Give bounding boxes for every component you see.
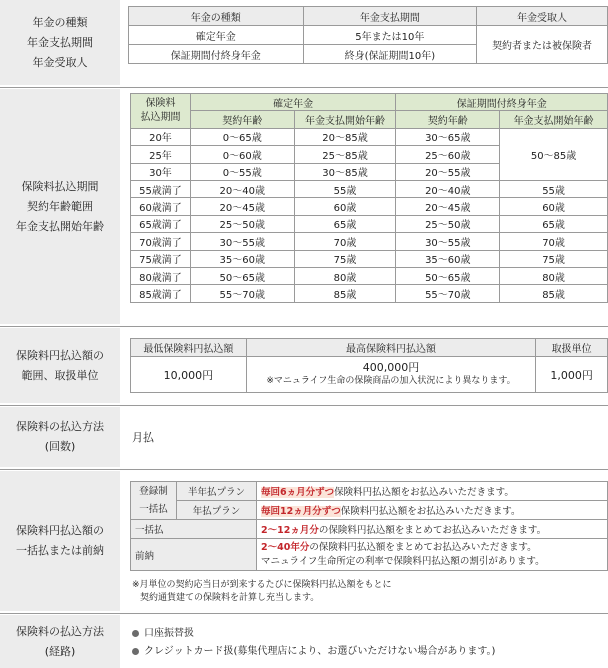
- header-line: (回数): [44, 440, 76, 453]
- cell: 20～45歳: [190, 198, 294, 215]
- lump-desc: [257, 520, 608, 539]
- divider: [0, 326, 608, 327]
- cell: 75歳: [500, 250, 608, 267]
- cell: 確定年金: [129, 26, 304, 45]
- header-line: 年金受取人: [32, 55, 88, 69]
- cell: 30～55歳: [190, 233, 294, 250]
- cell: 65歳満了: [131, 215, 191, 232]
- cell: 20年: [131, 128, 191, 145]
- lump-label: 一括払: [131, 520, 257, 539]
- section-premium-range: [0, 328, 608, 403]
- cell: 85歳: [294, 285, 396, 302]
- group-lifetime: 保証期間付終身年金: [396, 94, 608, 111]
- header-line: 保険料円払込額の: [16, 524, 104, 537]
- premium-range-table: [130, 338, 608, 393]
- sub-age: 契約年齢: [190, 111, 294, 128]
- label-line: 一括払: [139, 503, 168, 515]
- cell: 20～55歳: [396, 163, 500, 180]
- label-line: 登録制: [139, 485, 168, 497]
- route-text: 口座振替扱: [144, 628, 194, 639]
- cell: 20～40歳: [190, 180, 294, 197]
- cell: 60歳: [294, 198, 396, 215]
- half-label: 半年払プラン: [177, 482, 257, 501]
- cell: 30～55歳: [396, 233, 500, 250]
- section-header: [0, 89, 120, 324]
- cell: 55歳満了: [131, 180, 191, 197]
- section-period-age: [0, 89, 608, 324]
- cell: 25～60歳: [396, 146, 500, 163]
- pre-red: 2～40年分: [261, 541, 310, 553]
- cell: 60歳満了: [131, 198, 191, 215]
- cell: 25～85歳: [294, 146, 396, 163]
- divider: [0, 613, 608, 614]
- cell: 25～50歳: [396, 215, 500, 232]
- section-header: [0, 328, 120, 403]
- header-line: 年金支払期間: [27, 35, 93, 49]
- section-annuity-type: [0, 0, 608, 85]
- period-age-table: [130, 93, 608, 303]
- cell: 終身(保証期間10年): [303, 45, 477, 64]
- lump-note: [132, 579, 392, 605]
- year-desc: [257, 501, 608, 520]
- frequency-value: 月払: [132, 431, 154, 444]
- note-line: 契約通貨建ての保険料を計算し充当します。: [140, 593, 320, 603]
- cell: 0～65歳: [190, 128, 294, 145]
- header-line: 保険料円払込額の: [16, 348, 104, 362]
- lump-text: の保険料円払込額をまとめてお払込みいただきます。: [318, 525, 547, 536]
- group-fixed: 確定年金: [190, 94, 396, 111]
- header-line: 保険料: [145, 97, 176, 109]
- pre-label: 前納: [131, 539, 257, 571]
- cell: 85歳: [500, 285, 608, 302]
- half-text: 保険料円払込額をお払込みいただきます。: [334, 487, 514, 498]
- cell: 65歳: [294, 215, 396, 232]
- cell: 65歳: [500, 215, 608, 232]
- sub-age: 契約年齢: [396, 111, 500, 128]
- year-red: 毎回12ヵ月分ずつ: [261, 506, 341, 517]
- header-line: 保険料の払込方法: [16, 420, 104, 433]
- unit-label: 取扱単位: [536, 339, 608, 357]
- half-desc: [257, 482, 608, 501]
- reg-label: [131, 482, 177, 520]
- cell: 30年: [131, 163, 191, 180]
- col-header: 年金受取人: [477, 7, 608, 26]
- cell: 0～60歳: [190, 146, 294, 163]
- year-text: 保険料円払込額をお払込みいただきます。: [340, 506, 521, 517]
- section-header: [0, 471, 120, 611]
- half-red: 毎回6ヵ月分ずつ: [261, 487, 335, 498]
- receiver-cell: 契約者または被保険者: [477, 26, 608, 64]
- cell: 30～65歳: [396, 128, 500, 145]
- cell: 80歳満了: [131, 267, 191, 284]
- bullet-icon: [132, 630, 139, 637]
- cell: 5年または10年: [303, 26, 477, 45]
- header-line: 払込期間: [140, 111, 181, 123]
- section-payment-route: [0, 615, 608, 668]
- sub-start: 年金支払開始年齢: [500, 111, 608, 128]
- cell: 50～85歳: [500, 128, 608, 180]
- cell: 60歳: [500, 198, 608, 215]
- cell: 50～65歳: [396, 267, 500, 284]
- max-cell: [246, 357, 536, 393]
- col-header: 年金支払期間: [303, 7, 477, 26]
- min-value: 10,000円: [131, 357, 247, 393]
- cell: 35～60歳: [190, 250, 294, 267]
- lump-sum-table: [130, 481, 608, 571]
- cell: 0～55歳: [190, 163, 294, 180]
- cell: 20～40歳: [396, 180, 500, 197]
- cell: 80歳: [294, 267, 396, 284]
- pre-text: の保険料円払込額をまとめてお払込みいただきます。: [309, 541, 537, 553]
- section-header: [0, 615, 120, 668]
- cell: 70歳: [500, 233, 608, 250]
- cell: 20～45歳: [396, 198, 500, 215]
- route-text: クレジットカード扱(募集代理店により、お選びいただけない場合があります。): [144, 646, 496, 657]
- cell: 70歳満了: [131, 233, 191, 250]
- cell: 25～50歳: [190, 215, 294, 232]
- period-header: [131, 94, 191, 129]
- pre-text2: マニュライフ生命所定の利率で保険料円払込額の割引があります。: [261, 555, 545, 567]
- note-line: ※月単位の契約応当日が到来するたびに保険料円払込額をもとに: [132, 580, 392, 590]
- divider: [0, 87, 608, 88]
- min-label: 最低保険料円払込額: [131, 339, 247, 357]
- header-line: 契約年齢範囲: [27, 199, 93, 213]
- cell: 55～70歳: [396, 285, 500, 302]
- bullet-icon: [132, 648, 139, 655]
- cell: 85歳満了: [131, 285, 191, 302]
- year-label: 年払プラン: [177, 501, 257, 520]
- cell: 80歳: [500, 267, 608, 284]
- unit-value: 1,000円: [536, 357, 608, 393]
- cell: 75歳満了: [131, 250, 191, 267]
- sub-start: 年金支払開始年齢: [294, 111, 396, 128]
- max-label: 最高保険料円払込額: [246, 339, 536, 357]
- cell: 50～65歳: [190, 267, 294, 284]
- cell: 35～60歳: [396, 250, 500, 267]
- cell: 20～85歳: [294, 128, 396, 145]
- cell: 25年: [131, 146, 191, 163]
- section-header: [0, 0, 120, 85]
- header-line: 範囲、取扱単位: [21, 368, 99, 382]
- max-value: 400,000円: [362, 361, 420, 374]
- divider: [0, 405, 608, 406]
- pre-desc: [257, 539, 608, 571]
- header-line: 年金の種類: [32, 15, 88, 29]
- section-lump-sum: [0, 471, 608, 611]
- header-line: (経路): [44, 644, 76, 658]
- divider: [0, 469, 608, 470]
- col-header: 年金の種類: [129, 7, 304, 26]
- section-header: [0, 407, 120, 467]
- cell: 55歳: [294, 180, 396, 197]
- max-note: ※マニュライフ生命の保険商品の加入状況により異なります。: [266, 376, 516, 386]
- cell: 70歳: [294, 233, 396, 250]
- route-item: [132, 625, 608, 643]
- annuity-type-table: [128, 6, 608, 64]
- section-payment-frequency: [0, 407, 608, 467]
- header-line: 保険料の払込方法: [16, 624, 104, 638]
- cell: 75歳: [294, 250, 396, 267]
- lump-red: 2～12ヵ月分: [261, 525, 319, 536]
- cell: 30～85歳: [294, 163, 396, 180]
- cell: 保証期間付終身年金: [129, 45, 304, 64]
- header-line: 保険料払込期間: [21, 179, 99, 193]
- cell: 55～70歳: [190, 285, 294, 302]
- cell: 55歳: [500, 180, 608, 197]
- header-line: 一括払または前納: [16, 544, 104, 557]
- header-line: 年金支払開始年齢: [16, 219, 104, 233]
- route-item: [132, 643, 608, 661]
